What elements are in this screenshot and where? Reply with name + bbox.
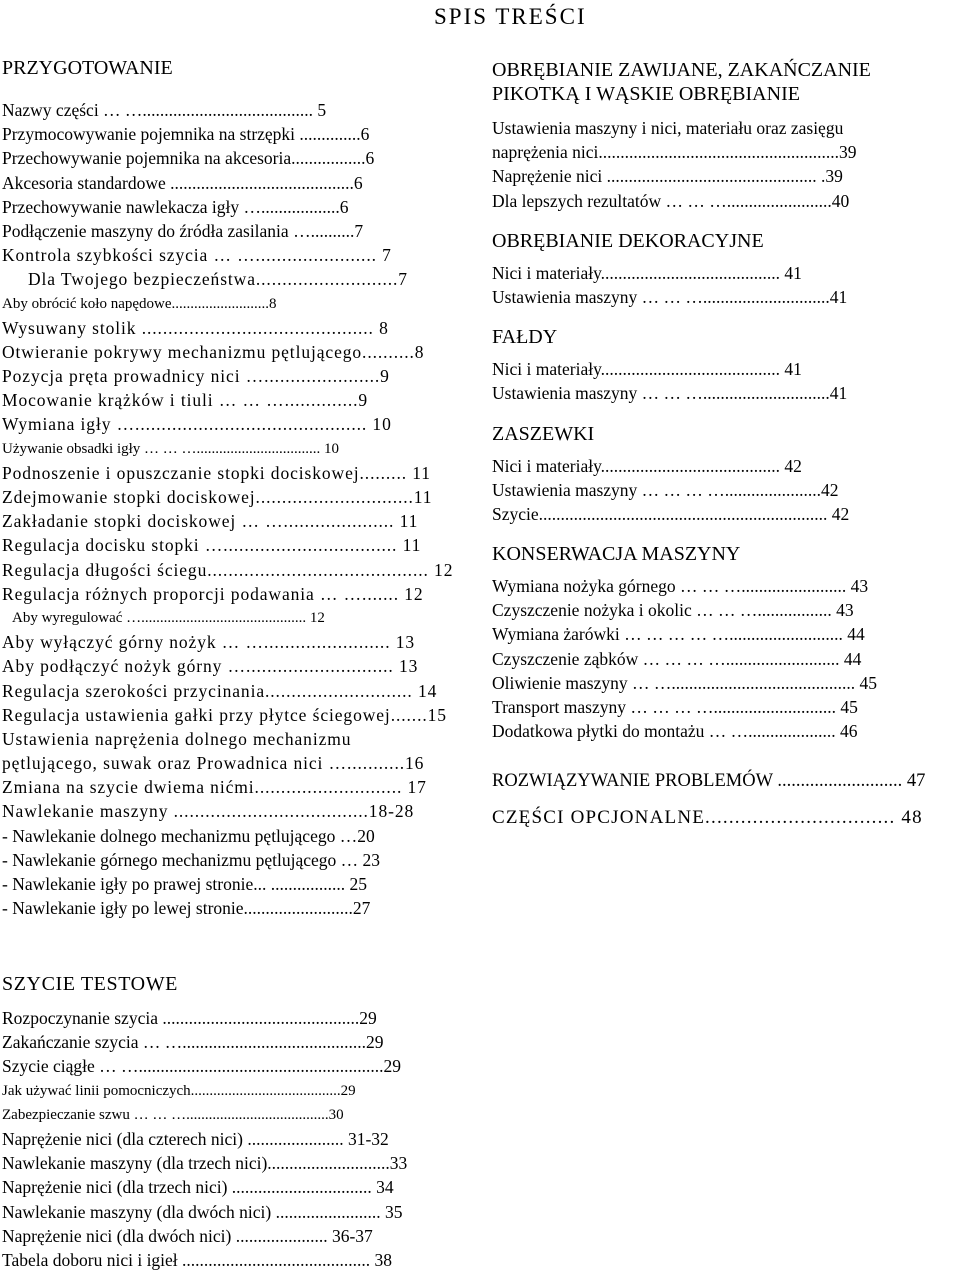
toc-entry-optional-parts[interactable]: CZĘŚCI OPCJONALNE................................ 48 <box>492 806 923 828</box>
section-heading-darts: ZASZEWKI <box>492 422 595 445</box>
toc-entry-troubleshooting[interactable]: ROZWIĄZYWANIE PROBLEMÓW ........................... 47 <box>492 771 926 792</box>
toc-entry[interactable]: Regulacja ustawienia gałki przy płytce ściegowej.......15 <box>2 704 447 725</box>
toc-entry[interactable]: Szycie.................................................................. 42 <box>492 503 850 524</box>
toc-entry[interactable]: Nawlekanie maszyny (dla trzech nici)............................33 <box>2 1153 408 1174</box>
toc-entry[interactable]: Rozpoczynanie szycia .............................................29 <box>2 1008 377 1028</box>
toc-entry[interactable]: Regulacja docisku stopki …................................. 11 <box>2 535 422 556</box>
toc-entry[interactable]: Naprężenie nici (dla dwóch nici) ..................... 36-37 <box>2 1225 373 1246</box>
toc-entry[interactable]: Regulacja różnych proporcji podawania … …....... 12 <box>2 583 424 604</box>
toc-entry[interactable]: Nici i materiały......................................... 41 <box>492 262 802 283</box>
toc-entry[interactable]: Otwieranie pokrywy mechanizmu pętlującego..........8 <box>2 341 425 362</box>
toc-entry[interactable]: Mocowanie krążków i tiuli … … …..............9 <box>2 390 369 411</box>
toc-entry[interactable]: Tabela doboru nici i igieł ........................................... 38 <box>2 1249 393 1270</box>
toc-entry[interactable]: Aby wyregulować …............................................ 12 <box>12 609 325 626</box>
toc-entry[interactable]: Dodatkowa płytki do montażu … ….................... 46 <box>492 721 858 742</box>
toc-entry[interactable]: Używanie obsadki igły … … …................................. 10 <box>2 440 340 457</box>
toc-entry[interactable]: naprężenia nici.......................................................39 <box>492 142 857 163</box>
toc-entry[interactable]: Transport maszyny … … … …............................ 45 <box>492 697 858 717</box>
toc-entry[interactable]: Ustawienia naprężenia dolnego mechanizmu <box>2 728 352 749</box>
toc-column-preparation <box>2 56 476 920</box>
toc-entry[interactable]: Naprężenie nici (dla trzech nici) ................................ 34 <box>2 1177 394 1198</box>
toc-entry[interactable]: Podnoszenie i opuszczanie stopki dociskowej......... 11 <box>2 462 431 483</box>
toc-entry[interactable]: Szycie ciągłe … …........................................................29 <box>2 1056 402 1077</box>
toc-entry[interactable]: Aby podłączyć nożyk górny …............................ 13 <box>2 656 419 677</box>
toc-entry[interactable]: Nici i materiały......................................... 41 <box>492 359 802 380</box>
toc-entry[interactable]: Dla lepszych rezultatów … … …........................40 <box>492 190 850 211</box>
toc-entry[interactable]: - Nawlekanie igły po lewej stronie.........................27 <box>2 898 371 919</box>
toc-entry[interactable]: Wysuwany stolik ............................................ 8 <box>2 317 389 338</box>
toc-entry[interactable]: Naprężenie nici ................................................ .39 <box>492 166 843 187</box>
section-heading-preparation: PRZYGOTOWANIE <box>2 57 173 79</box>
section-heading-maintenance: KONSERWACJA MASZYNY <box>492 543 741 566</box>
toc-entry[interactable]: Czyszczenie ząbków … … … ….......................... 44 <box>492 648 862 669</box>
toc-entry[interactable]: Aby obrócić koło napędowe..........................8 <box>2 295 277 312</box>
toc-column-test-sewing <box>2 972 476 1272</box>
page-title: SPIS TREŚCI <box>434 4 587 29</box>
toc-entry[interactable]: Nici i materiały......................................... 42 <box>492 455 802 476</box>
toc-entry[interactable]: Zmiana na szycie dwiema nićmi............................ 17 <box>2 777 427 798</box>
toc-entry[interactable]: - Nawlekanie igły po prawej stronie... ................. 25 <box>2 874 367 894</box>
toc-entry[interactable]: - Nawlekanie górnego mechanizmu pętlującego … 23 <box>2 849 381 870</box>
toc-entry[interactable]: Przymocowywanie pojemnika na strzępki ..............6 <box>2 124 370 145</box>
toc-entry[interactable]: Nawlekanie maszyny .....................................18-28 <box>2 801 415 822</box>
toc-entry[interactable]: Zdejmowanie stopki dociskowej..............................11 <box>2 487 433 507</box>
toc-entry[interactable]: Ustawienia maszyny i nici, materiału oraz zasięgu <box>492 118 844 138</box>
toc-entry[interactable]: Regulacja szerokości przycinania............................ 14 <box>2 680 438 701</box>
toc-entry[interactable]: Pozycja pręta prowadnicy nici …......................9 <box>2 366 390 387</box>
toc-entry[interactable]: Ustawienia maszyny … … ….............................41 <box>492 383 848 404</box>
section-heading-rolled-hem: OBRĘBIANIE ZAWIJANE, ZAKAŃCZANIE PIKOTKĄ I WĄSKIE OBRĘBIANIE <box>492 59 871 105</box>
toc-entry[interactable]: Naprężenie nici (dla czterech nici) ...................... 31-32 <box>2 1128 389 1149</box>
toc-entry[interactable]: Wymiana igły …............................................ 10 <box>2 414 392 435</box>
toc-entry[interactable]: Nawlekanie maszyny (dla dwóch nici) ........................ 35 <box>2 1201 403 1222</box>
toc-entry[interactable]: Aby wyłączyć górny nożyk … …........................ 13 <box>2 632 416 653</box>
toc-entry[interactable]: Zabezpieczanie szwu … … …......................................30 <box>2 1106 344 1123</box>
toc-entry[interactable]: Zakładanie stopki dociskowej … …..................... 11 <box>2 511 419 532</box>
toc-entry[interactable]: Nazwy części … …....................................... 5 <box>2 100 327 120</box>
toc-entry[interactable]: Podłączenie maszyny do źródła zasilania …..........7 <box>2 220 364 241</box>
toc-entry[interactable]: - Nawlekanie dolnego mechanizmu pętlującego …20 <box>2 825 375 846</box>
toc-entry[interactable]: Wymiana żarówki … … … … ….......................... 44 <box>492 624 865 645</box>
toc-column-finishing <box>492 58 956 830</box>
toc-entry[interactable]: Jak używać linii pomocniczych........................................29 <box>2 1082 356 1099</box>
toc-entry[interactable]: Wymiana nożyka górnego … … …........................ 43 <box>492 576 869 597</box>
toc-entry[interactable]: Czyszczenie nożyka i okolic … … …................. 43 <box>492 600 854 621</box>
section-heading-test-sewing: SZYCIE TESTOWE <box>2 973 178 995</box>
toc-entry[interactable]: Ustawienia maszyny … … ….............................41 <box>492 286 848 307</box>
toc-entry[interactable]: Regulacja długości ściegu.......................................... 12 <box>2 559 454 580</box>
toc-entry[interactable]: Akcesoria standardowe ..........................................6 <box>2 172 363 193</box>
section-heading-decorative-hem: OBRĘBIANIE DEKORACYJNE <box>492 229 764 252</box>
toc-entry[interactable]: Oliwienie maszyny … ….......................................... 45 <box>492 672 877 693</box>
toc-entry[interactable]: Przechowywanie pojemnika na akcesoria.................6 <box>2 148 375 169</box>
toc-entry[interactable]: Zakańczanie szycia … …..........................................29 <box>2 1032 384 1053</box>
toc-entry[interactable]: Ustawienia maszyny … … … …......................42 <box>492 479 839 500</box>
toc-entry[interactable]: Kontrola szybkości szycia … …....................... 7 <box>2 245 392 266</box>
toc-entry[interactable]: pętlującego, suwak oraz Prowadnica nici …...........16 <box>2 753 425 774</box>
toc-entry[interactable]: Dla Twojego bezpieczeństwa...........................7 <box>28 269 408 290</box>
section-heading-pleats: FAŁDY <box>492 326 558 349</box>
toc-entry[interactable]: Przechowywanie nawlekacza igły …..................6 <box>2 196 349 217</box>
